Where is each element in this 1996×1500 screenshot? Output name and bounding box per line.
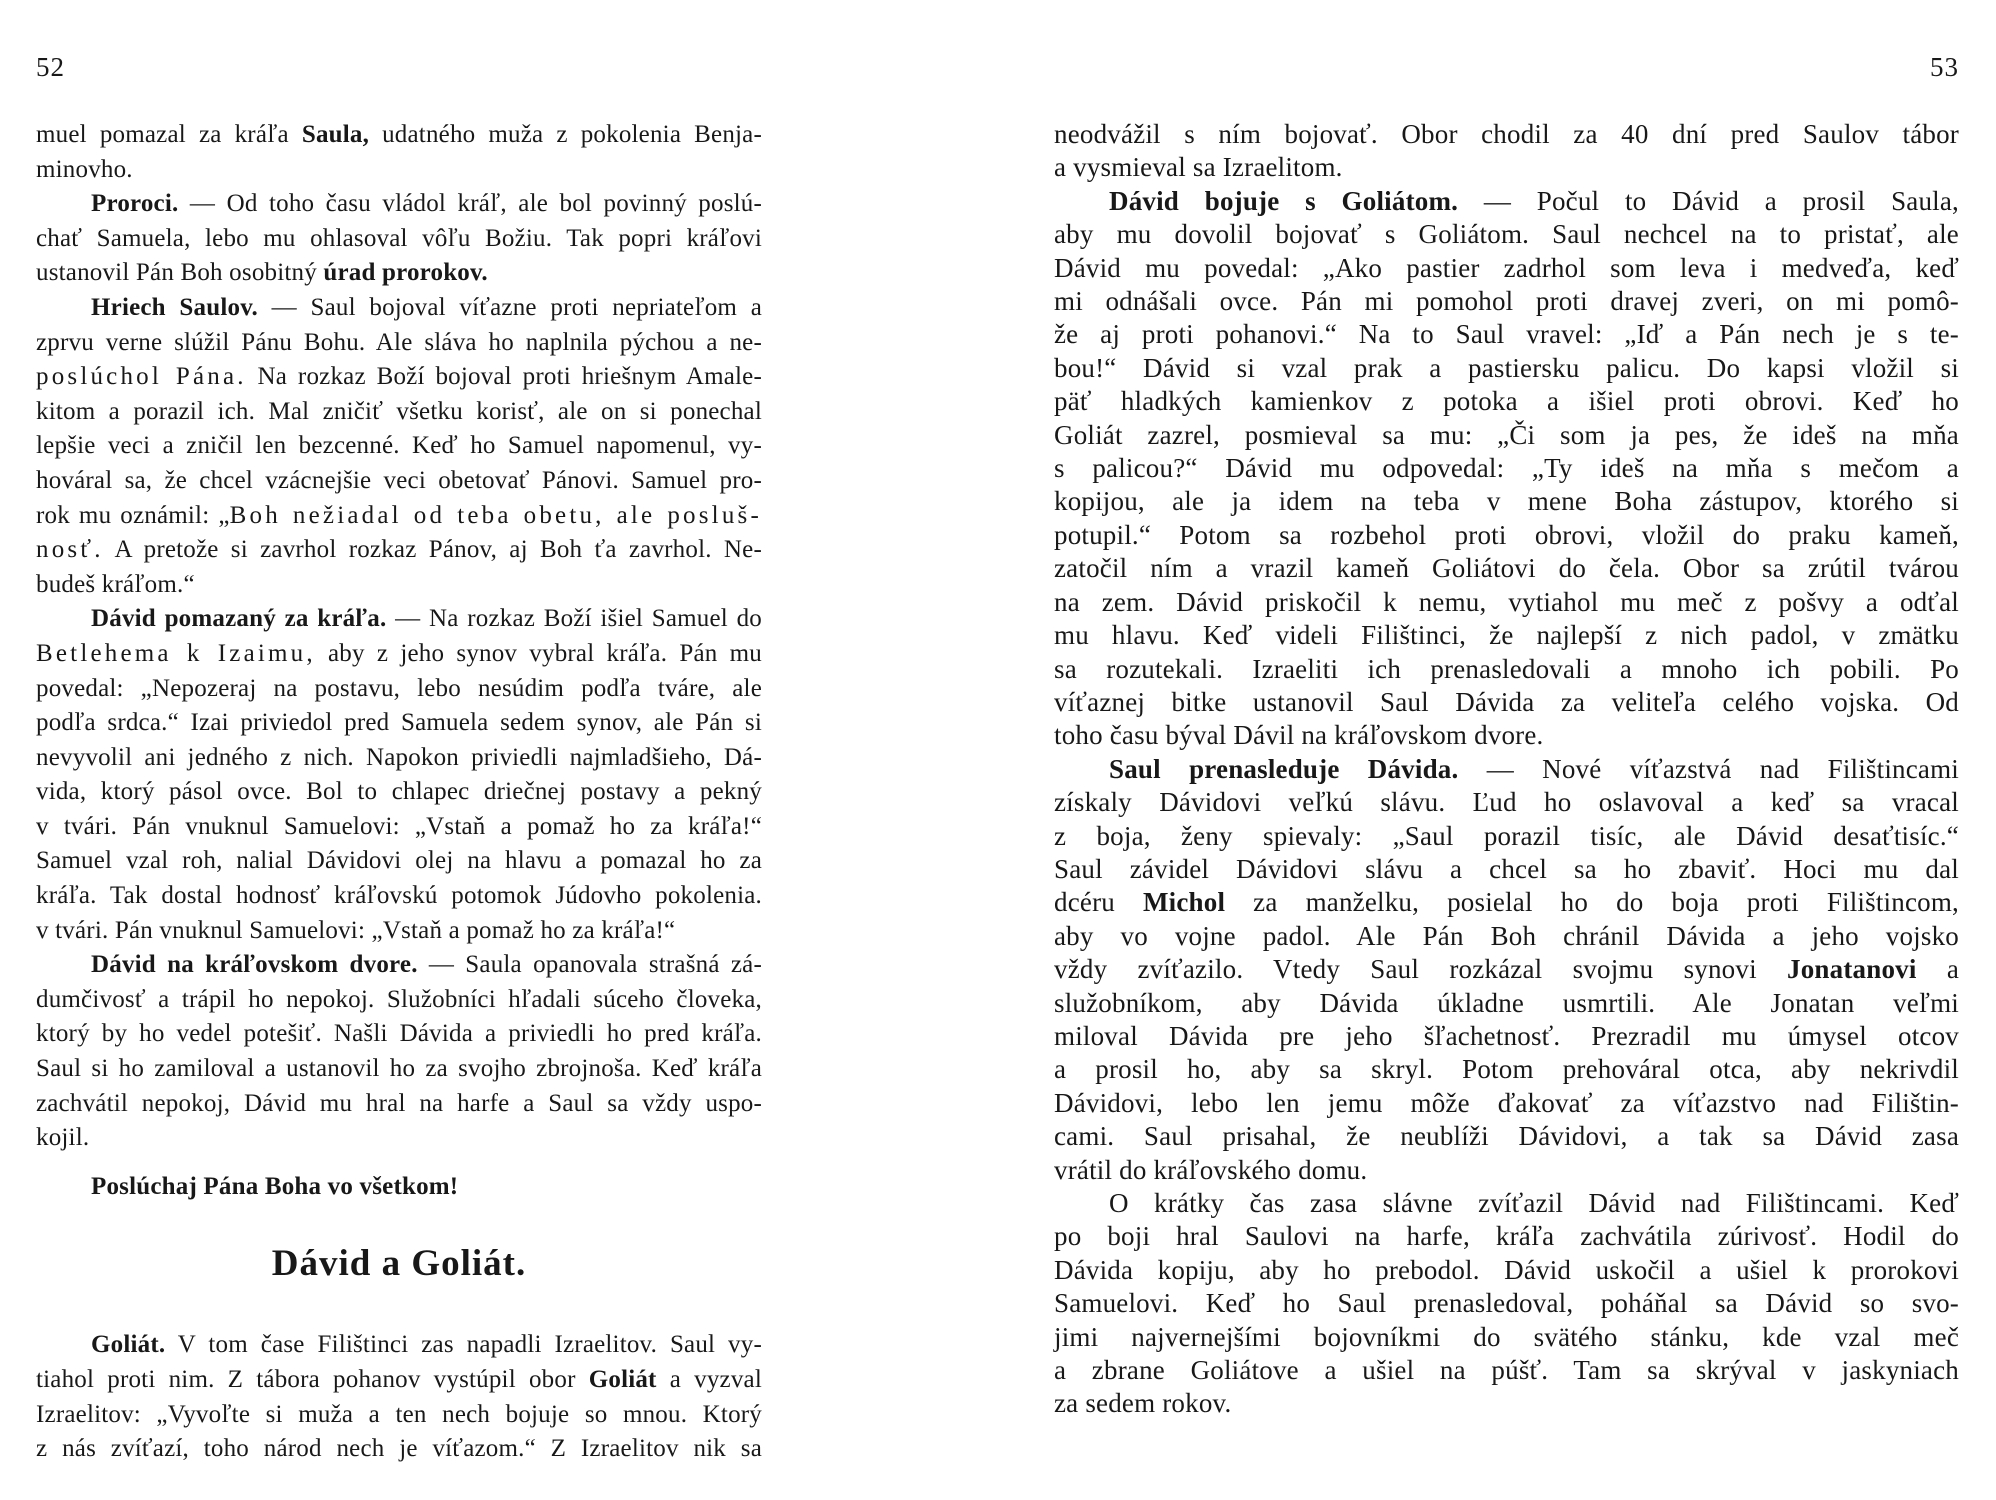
text-line xyxy=(36,672,762,707)
text-segment: hováral sa, že chcel vzácnejšie veci obetovať Pánovi. Samuel pro- xyxy=(36,466,762,494)
text-segment: päť hladkých kamienkov z potoka a išiel proti obrovi. Keď ho xyxy=(1054,386,1959,417)
text-segment: aby mu dovolil bojovať s Goliátom. Saul nechcel na to pristať, ale xyxy=(1054,219,1959,250)
text-segment: služobníkom, aby Dávida úkladne usmrtili. Ale Jonatan veľmi xyxy=(1054,987,1959,1018)
text-segment: zprvu verne slúžil Pánu Bohu. Ale sláva ho naplnila pýchou a ne- xyxy=(36,328,762,356)
text-line xyxy=(36,775,762,810)
text-segment: víťaznej bitke ustanovil Saul Dávida za veliteľa celého vojska. Od xyxy=(1054,686,1959,717)
text-segment: tiahol proti nim. Z tábora pohanov vystúpil obor xyxy=(36,1366,589,1393)
text-segment: Na rozkaz Boží bojoval proti hriešnym Amale- xyxy=(246,363,762,391)
text-segment: Michol xyxy=(1142,887,1226,918)
text-line xyxy=(1054,1187,1959,1220)
text-line xyxy=(1054,519,1959,552)
text-line xyxy=(1054,1387,1959,1420)
text-segment: sa rozutekali. Izraeliti ich prenasledovali a mnoho ich pobili. Po xyxy=(1054,653,1959,684)
text-line xyxy=(1054,586,1959,619)
text-line xyxy=(1054,886,1959,919)
text-segment: a vysmieval sa Izraelitom. xyxy=(1054,152,1343,183)
text-segment: — Na rozkaz Boží išiel Samuel do xyxy=(386,605,763,633)
text-line xyxy=(1054,920,1959,953)
section-heading xyxy=(36,1242,762,1286)
text-segment: bou!“ Dávid si vzal prak a pastiersku palicu. Do kapsi vložil si xyxy=(1054,352,1959,383)
text-line xyxy=(36,1052,762,1087)
text-segment: v tvári. Pán vnuknul Samuelovi: „Vstaň a pomaž ho za kráľa!“ xyxy=(36,916,676,944)
text-segment: vrátil do kráľovského domu. xyxy=(1054,1154,1368,1185)
text-line xyxy=(1054,953,1959,986)
text-segment: podľa srdca.“ Izai priviedol pred Samuela sedem synov, ale Pán si xyxy=(36,709,762,737)
text-segment: muel pomazal za kráľa xyxy=(36,121,302,148)
text-line xyxy=(36,1328,762,1363)
text-segment: poslúchol Pána. xyxy=(36,363,247,391)
text-segment: Dávid a Goliát. xyxy=(271,1243,527,1285)
text-segment: kopijou, ale ja idem na teba v mene Boha zástupov, ktorého si xyxy=(1054,486,1959,517)
text-segment: — Nové víťazstvá nad Filištincami xyxy=(1458,753,1960,784)
text-line xyxy=(36,464,762,499)
text-line xyxy=(1054,719,1959,752)
text-segment: — Saul bojoval víťazne proti nepriateľom a xyxy=(257,293,762,321)
text-segment: z boja, ženy spievaly: „Saul porazil tisíc, ale Dávid desaťtisíc.“ xyxy=(1054,820,1959,851)
text-segment: Goliát xyxy=(588,1366,657,1393)
text-line xyxy=(1054,218,1959,251)
text-segment: povedal: „Nepozeraj na postavu, lebo nesúdim podľa tváre, ale xyxy=(36,674,762,702)
text-line xyxy=(1054,419,1959,452)
text-line xyxy=(1054,1120,1959,1153)
text-line xyxy=(36,810,762,845)
text-line xyxy=(1054,552,1959,585)
text-line xyxy=(1054,252,1959,285)
text-line xyxy=(1054,1321,1959,1354)
text-line xyxy=(36,568,762,603)
text-line xyxy=(1054,485,1959,518)
left-page xyxy=(36,52,762,1467)
text-line xyxy=(36,948,762,983)
text-segment: Samuel vzal roh, nalial Dávidovi olej na hlavu a pomazal ho za xyxy=(36,847,762,875)
text-line xyxy=(1054,1020,1959,1053)
text-segment: kojil. xyxy=(36,1124,90,1152)
text-line xyxy=(1054,820,1959,853)
text-line xyxy=(1054,786,1959,819)
text-segment: vida, ktorý pásol ovce. Bol to chlapec driečnej postavy a pekný xyxy=(36,778,762,806)
text-segment: a xyxy=(1916,954,1959,985)
text-segment: dumčivosť a trápil ho nepokoj. Služobníci hľadali súceho človeka, xyxy=(36,985,762,1013)
text-segment: potupil.“ Potom sa rozbehol proti obrovi, vložil do praku kameň, xyxy=(1054,519,1959,550)
text-segment: za sedem rokov. xyxy=(1054,1388,1232,1419)
text-segment: mi odnášali ovce. Pán mi pomohol proti dravej zveri, on mi pomô- xyxy=(1054,286,1959,317)
text-segment: — Od toho času vládol kráľ, ale bol povinný poslú- xyxy=(178,190,762,218)
text-segment: — Saula opanovala strašná zá- xyxy=(417,951,762,979)
text-line xyxy=(1054,352,1959,385)
text-line xyxy=(1054,1287,1959,1320)
text-line xyxy=(1054,853,1959,886)
text-segment: mu hlavu. Keď videli Filištinci, že najlepší z nich padol, v zmätku xyxy=(1054,620,1959,651)
text-line xyxy=(36,499,762,534)
text-segment: a zbrane Goliátove a ušiel na púšť. Tam sa skrýval v jaskyniach xyxy=(1054,1355,1959,1386)
text-segment: nevyvolil ani jedného z nich. Napokon priviedli najmladšieho, Dá- xyxy=(36,743,762,771)
text-line xyxy=(36,1398,762,1433)
text-segment: O krátky čas zasa slávne zvíťazil Dávid nad Filištincami. Keď xyxy=(1109,1188,1959,1218)
text-segment: zachvátil nepokoj, Dávid mu hral na harfe a Saul sa vždy uspo- xyxy=(36,1089,762,1117)
text-line xyxy=(1054,385,1959,418)
text-line xyxy=(1054,185,1959,218)
text-line xyxy=(1054,653,1959,686)
text-segment: Saul prenasleduje Dávida. xyxy=(1109,753,1459,784)
text-line xyxy=(36,326,762,361)
text-line xyxy=(36,533,762,568)
left-page-header xyxy=(36,52,762,118)
text-line xyxy=(36,187,762,222)
text-segment: jimi najvernejšími bojovníkmi do svätého stánku, kde vzal meč xyxy=(1054,1321,1959,1352)
text-segment: Dávid na kráľovskom dvore. xyxy=(91,951,418,979)
right-page xyxy=(1054,52,1959,1421)
text-line xyxy=(36,983,762,1018)
text-line xyxy=(36,602,762,637)
text-line xyxy=(1054,285,1959,318)
text-line xyxy=(36,706,762,741)
text-segment: vždy zvíťazilo. Vtedy Saul rozkázal svojmu synovi xyxy=(1054,954,1788,985)
text-segment: z nás zvíťazí, toho národ nech je víťazom.“ Z Izraelitov nik sa xyxy=(36,1435,762,1463)
text-segment: udatného muža z pokolenia Benja- xyxy=(369,121,763,148)
text-line xyxy=(36,360,762,395)
page-number: 52 xyxy=(36,52,65,82)
text-line xyxy=(36,1121,762,1156)
text-segment: rok mu oznámil: „ xyxy=(36,501,230,529)
text-segment: získaly Dávidovi veľkú slávu. Ľud ho oslavoval a keď sa vracal xyxy=(1054,787,1959,818)
text-segment: Dávidovi, lebo len jemu môže ďakovať za víťazstvo nad Filištin- xyxy=(1054,1087,1959,1118)
text-line xyxy=(1054,1053,1959,1086)
text-line xyxy=(1054,1354,1959,1387)
text-segment: aby vo vojne padol. Ale Pán Boh chránil Dávida a jeho vojsko xyxy=(1054,920,1959,951)
text-line xyxy=(1054,987,1959,1020)
text-segment: na zem. Dávid priskočil k nemu, vytiahol mu meč z pošvy a odťal xyxy=(1054,586,1959,617)
text-segment: Poslúchaj Pána Boha vo všetkom! xyxy=(91,1172,459,1200)
text-segment: lepšie veci a zničil len bezcenné. Keď ho Samuel napomenul, vy- xyxy=(36,432,762,460)
text-line xyxy=(36,1087,762,1122)
text-line xyxy=(1054,1154,1959,1187)
left-page-text xyxy=(36,118,762,1467)
text-segment: zatočil ním a vrazil kameň Goliátovi do čela. Obor sa zrútil tvárou xyxy=(1054,553,1959,584)
text-segment: Saul si ho zamiloval a ustanovil ho za svojho zbrojnoša. Keď kráľa xyxy=(36,1055,762,1083)
text-segment: Dávid bojuje s Goliátom. xyxy=(1109,185,1459,216)
text-segment: Boh nežiadal od teba obetu, ale posluš- xyxy=(229,501,762,529)
text-line xyxy=(1054,151,1959,184)
text-segment: Samuelovi. Keď ho Saul prenasledoval, poháňal sa Dávid so svo- xyxy=(1054,1288,1959,1319)
text-segment: kráľa. Tak dostal hodnosť kráľovskú potomok Júdovho pokolenia. xyxy=(36,882,762,910)
text-segment: ktorý by ho vedel potešiť. Našli Dávida a priviedli ho pred kráľa. xyxy=(36,1020,762,1048)
text-segment: a vyzval xyxy=(656,1366,762,1393)
text-line xyxy=(1054,1254,1959,1287)
text-segment: ustanovil Pán Boh osobitný xyxy=(36,259,324,287)
text-segment: neodvážil s ním bojovať. Obor chodil za 40 dní pred Saulov tábor xyxy=(1054,119,1959,149)
page-number: 53 xyxy=(1930,52,1959,82)
text-segment: Saul závidel Dávidovi slávu a chcel sa ho zbaviť. Hoci mu dal xyxy=(1054,853,1959,884)
text-line xyxy=(36,1363,762,1398)
text-segment: A pretože si zavrhol rozkaz Pánov, aj Boh ťa zavrhol. Ne- xyxy=(103,536,762,564)
text-segment: V tom čase Filištinci zas napadli Izraelitov. Saul vy- xyxy=(165,1331,762,1359)
text-line xyxy=(1054,1087,1959,1120)
text-line xyxy=(36,291,762,326)
text-line xyxy=(1054,318,1959,351)
text-line xyxy=(36,1432,762,1467)
text-segment: aby z jeho synov vybral kráľa. Pán mu xyxy=(315,639,762,667)
text-segment: Jonatanovi xyxy=(1787,954,1917,985)
text-line xyxy=(36,1017,762,1052)
text-line xyxy=(36,637,762,672)
text-line xyxy=(36,118,762,153)
text-segment: chať Samuela, lebo mu ohlasoval vôľu Božiu. Tak popri kráľovi xyxy=(36,224,762,252)
text-segment: budeš kráľom.“ xyxy=(36,570,195,598)
text-segment: s palicou?“ Dávid mu odpovedal: „Ty ideš na mňa s mečom a xyxy=(1054,453,1959,484)
text-line xyxy=(36,395,762,430)
text-segment: úrad prorokov. xyxy=(323,259,488,287)
text-segment: nosť. xyxy=(36,536,104,564)
text-line xyxy=(36,914,762,949)
text-line xyxy=(36,429,762,464)
text-segment: Proroci. xyxy=(91,190,179,218)
text-segment: Hriech Saulov. xyxy=(91,293,258,321)
text-line xyxy=(1054,619,1959,652)
text-line xyxy=(36,844,762,879)
text-segment: že aj proti pohanovi.“ Na to Saul vravel: „Iď a Pán nech je s te- xyxy=(1054,319,1959,350)
text-segment: Dávid pomazaný za kráľa. xyxy=(91,605,387,633)
text-line xyxy=(1054,1220,1959,1253)
text-segment: Saula, xyxy=(301,121,370,148)
text-segment: Dávid mu povedal: „Ako pastier zadrhol som leva i medveďa, keď xyxy=(1054,252,1959,283)
text-segment: — Počul to Dávid a prosil Saula, xyxy=(1458,185,1960,216)
text-segment: v tvári. Pán vnuknul Samuelovi: „Vstaň a pomaž ho za kráľa!“ xyxy=(36,812,762,840)
text-line xyxy=(1054,686,1959,719)
text-line xyxy=(36,741,762,776)
text-line xyxy=(36,256,762,291)
right-page-header xyxy=(1054,52,1959,118)
text-line xyxy=(36,879,762,914)
right-page-text xyxy=(1054,118,1959,1421)
text-line xyxy=(36,153,762,188)
text-line xyxy=(36,222,762,257)
text-segment: miloval Dávida pre jeho šľachetnosť. Prezradil mu úmysel otcov xyxy=(1054,1020,1959,1051)
text-line xyxy=(1054,452,1959,485)
text-segment: Dávida kopiju, aby ho prebodol. Dávid uskočil a ušiel k prorokovi xyxy=(1054,1254,1959,1285)
text-segment: po boji hral Saulovi na harfe, kráľa zachvátila zúrivosť. Hodil do xyxy=(1054,1221,1959,1252)
text-segment: kitom a porazil ich. Mal zničiť všetku korisť, ale on si ponechal xyxy=(36,397,762,425)
text-segment: dcéru xyxy=(1054,887,1143,918)
text-segment: za manželku, posielal ho do boja proti Filištincom, xyxy=(1225,887,1959,918)
text-segment: Goliát. xyxy=(91,1331,166,1359)
text-line xyxy=(1054,753,1959,786)
text-segment: minovho. xyxy=(36,155,133,183)
moral-line xyxy=(36,1170,762,1205)
text-segment: Goliát zazrel, posmieval sa mu: „Či som ja pes, že ideš na mňa xyxy=(1054,419,1959,450)
text-line xyxy=(1054,118,1959,151)
text-segment: cami. Saul prisahal, že neublíži Dávidovi, a tak sa Dávid zasa xyxy=(1054,1121,1959,1152)
text-segment: Izraelitov: „Vyvoľte si muža a ten nech bojuje so mnou. Ktorý xyxy=(36,1400,762,1428)
text-segment: a prosil ho, aby sa skryl. Potom prehováral otca, aby nekrivdil xyxy=(1054,1054,1959,1085)
text-segment: toho času býval Dávil na kráľovskom dvore. xyxy=(1054,720,1544,751)
text-segment: Betlehema k Izaimu, xyxy=(36,639,316,667)
